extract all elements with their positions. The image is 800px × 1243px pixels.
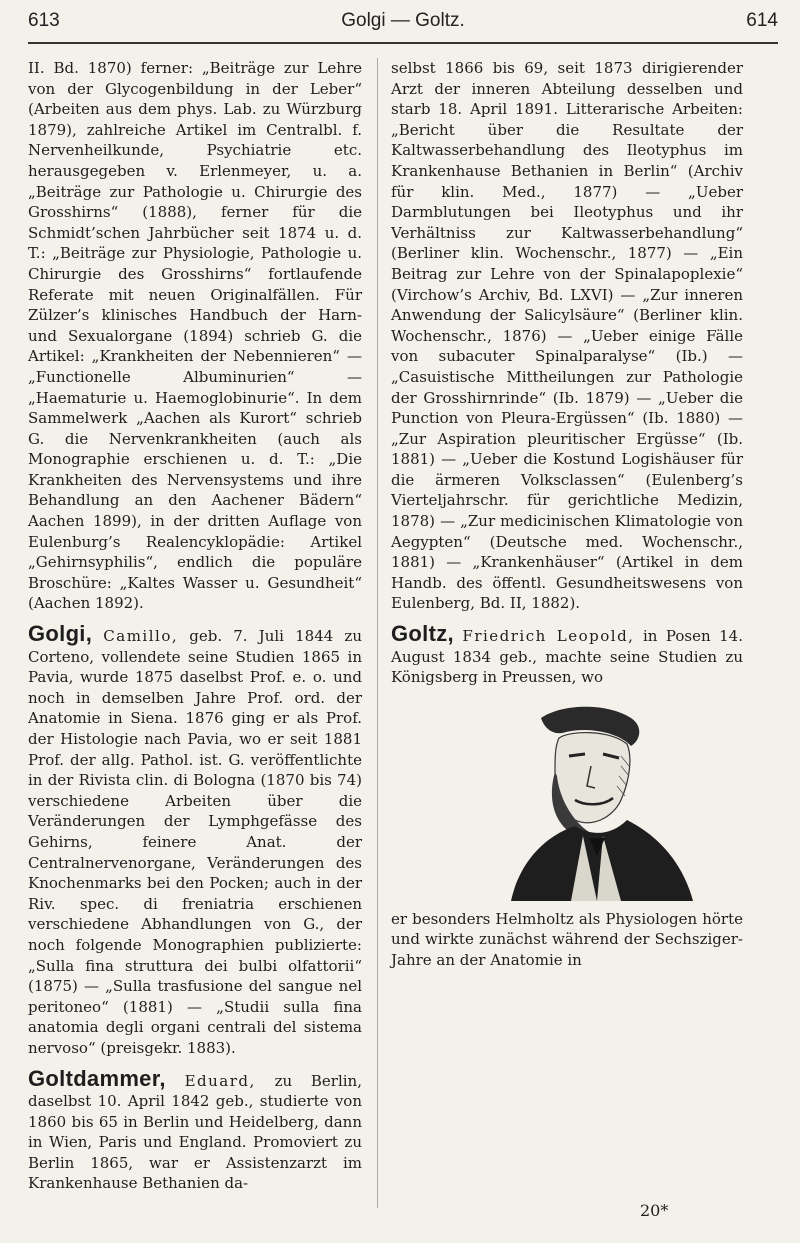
- page-header: [28, 10, 778, 38]
- entry-given-goltz: Friedrich Leopold,: [462, 627, 635, 646]
- portrait-engraving: [391, 696, 743, 901]
- header-rule: [28, 42, 778, 44]
- running-title: Golgi — Goltz.: [341, 10, 465, 31]
- right-column: [391, 58, 743, 971]
- entry-text-goltdammer: zu Berlin, daselbst 10. April 1842 geb., studierte von 1860 bis 65 in Berlin und Heidelberg, dann in Wien, Paris und England. Promoviert zu Berlin 1865, war er Assistenzarzt im Krankenhause Bethanien da-: [28, 1071, 362, 1193]
- page-number-left: 613: [28, 10, 60, 31]
- column-divider: [377, 58, 378, 1208]
- printer-signature: 20*: [640, 1201, 669, 1220]
- page-number-right: 614: [746, 10, 778, 31]
- entry-given-golgi: Camillo,: [103, 627, 179, 646]
- entry-goltdammer: [28, 1065, 362, 1195]
- entry-given-goltdammer: Eduard,: [184, 1071, 256, 1090]
- entry-golgi: [28, 621, 362, 1058]
- entry-text-goltz: in Posen 14. August 1834 geb., machte seine Studien zu Königsberg in Preussen, wo: [391, 627, 743, 687]
- goltz-continued-text: er besonders Helmholtz als Physiologen hörte und wirkte zunächst während der Sechsziger-Jahre an der Anatomie in: [391, 909, 743, 969]
- entry-name-goltdammer: Goltdammer,: [28, 1065, 166, 1091]
- entry-name-golgi: Golgi,: [28, 621, 93, 647]
- continued-entry-text: II. Bd. 1870) ferner: „Beiträge zur Lehre von der Glycogenbildung in der Leber“ (Arbeiten aus dem phys. Lab. zu Würzburg 1879), zahlreiche Artikel im Centralbl. f. Nervenheilkunde, Psychiatrie etc. herausgegeben v. Erlenmeyer, u. a. „Beiträge zur Pathologie u. Chirurgie des Grosshirns“ (1888), ferner für die Schmidt’schen Jahrbücher seit 1874 u. d. T.: „Beiträge zur Physiologie, Pathologie u. Chirurgie des Grosshirns“ fortlaufende Referate mit neuen Originalfällen. Für Zülzer’s klinisches Handbuch der Harn- und Sexualorgane (1894) schrieb G. die Artikel: „Krankheiten der Nebennieren“ — „Functionelle Albuminurien“ — „Haematurie u. Haemoglobinurie“. In dem Sammelwerk „Aachen als Kurort“ schrieb G. die Nervenkrankheiten (auch als Monographie erschienen u. d. T.: „Die Krankheiten des Nervensystems und ihre Behandlung an den Aachener Bädern“ Aachen 1899), in der dritten Auflage von Eulenburg’s Realencyklopädie: Artikel „Gehirnsyphilis“, endlich die populäre Broschüre: „Kaltes Wasser u. Gesundheit“ (Aachen 1892).: [28, 59, 362, 613]
- goltdammer-continued-text: selbst 1866 bis 69, seit 1873 dirigierender Arzt der inneren Abteilung desselben und starb 18. April 1891. Litterarische Arbeiten: „Bericht über die Resultate der Kaltwasserbehandlung des Ileotyphus im Krankenhause Bethanien in Berlin“ (Archiv für klin. Med., 1877) — „Ueber Darmblutungen bei Ileotyphus und ihr Verhältniss zur Kaltwasserbehandlung“ (Berliner klin. Wochenschr., 1877) — „Ein Beitrag zur Lehre von der Spinalapoplexie“ (Virchow’s Archiv, Bd. LXVI) — „Zur inneren Anwendung der Salicylsäure“ (Berliner klin. Wochenschr., 1876) — „Ueber einige Fälle von subacuter Spinalparalyse“ (Ib.) — „Casuistische Mittheilungen zur Pathologie der Grosshirnrinde“ (Ib. 1879) — „Ueber die Punction von Pleura-Ergüssen“ (Ib. 1880) — „Zur Aspiration pleuritischer Ergüsse“ (Ib. 1881) — „Ueber die Kostund Logishäuser für die ärmeren Volksclassen“ (Eulenberg’s Vierteljahrschr. für gerichtliche Medizin, 1878) — „Zur medicinischen Klimatologie von Aegypten“ (Deutsche med. Wochenschr., 1881) — „Krankenhäuser“ (Artikel in dem Handb. des öffentl. Gesundheitswesens von Eulenberg, Bd. II, 1882).: [391, 59, 743, 613]
- entry-name-goltz: Goltz,: [391, 621, 454, 647]
- entry-goltz: [391, 621, 743, 688]
- left-column: [28, 58, 362, 1194]
- entry-text-golgi: geb. 7. Juli 1844 zu Corteno, vollendete seine Studien 1865 in Pavia, wurde 1875 daselbst Prof. e. o. und noch in demselben Jahre Prof. ord. der Anatomie in Siena. 1876 ging er als Prof. der Histologie nach Pavia, wo er seit 1881 Prof. der allg. Pathol. ist. G. veröffentlichte in der Rivista clin. di Bologna (1870 bis 74) verschiedene Arbeiten über die Veränderungen der Lymphgefässe des Gehirns, feinere Anat. der Centralnervenorgane, Veränderungen des Knochenmarks bei den Pocken; auch in der Riv. spec. di freniatria erschienen verschiedene Abhandlungen von G., der noch folgende Monographien publizierte: „Sulla fina struttura dei bulbi olfattorii“ (1875) — „Sulla trasfusione del sangue nel peritoneo“ (1881) — „Studii sulla fina anatomia degli organi centrali del sistema nervoso“ (preisgekr. 1883).: [28, 627, 362, 1057]
